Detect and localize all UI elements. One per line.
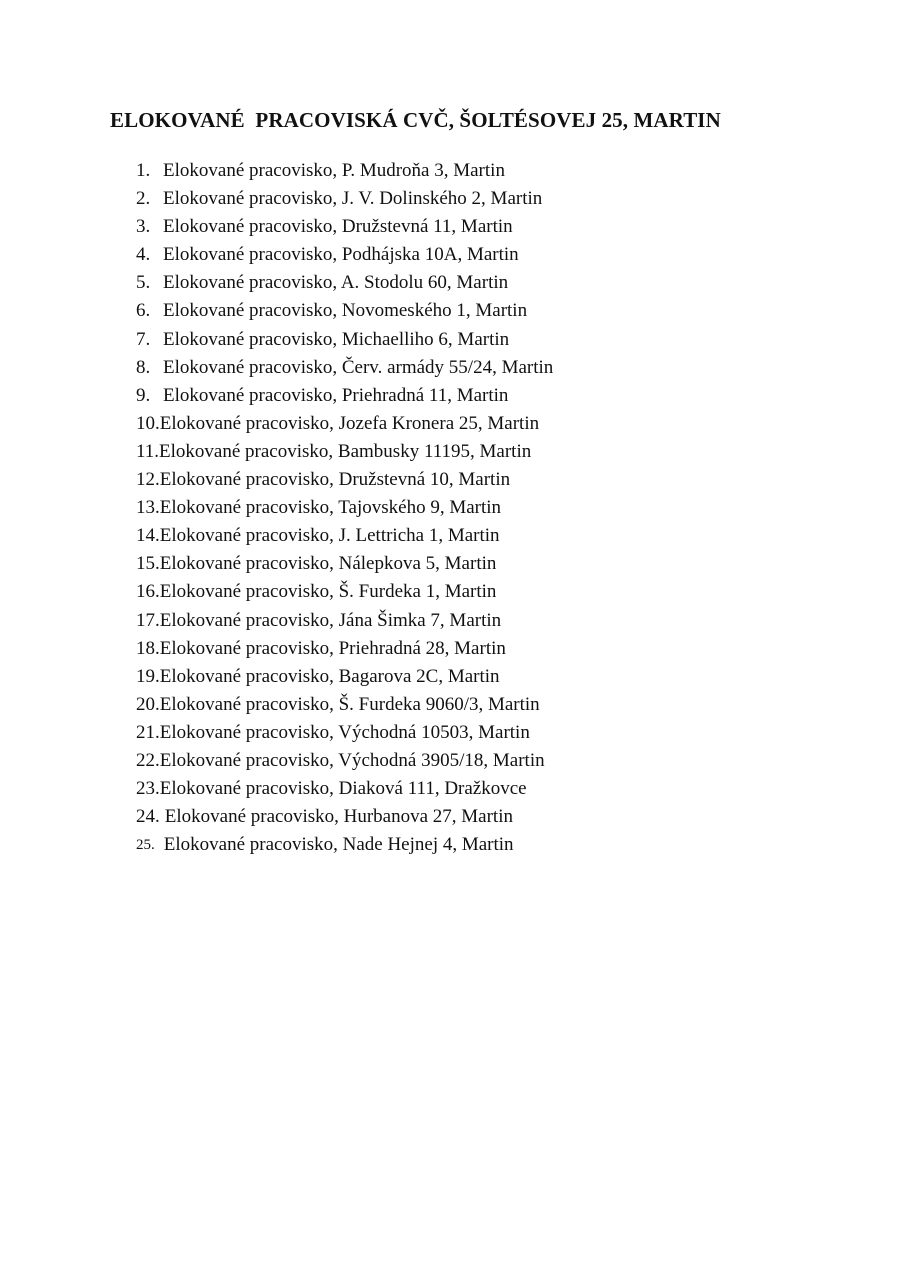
- item-text: Elokované pracovisko, P. Mudroňa 3, Martin: [163, 160, 505, 181]
- list-item: [136, 663, 553, 691]
- item-text: Elokované pracovisko, Š. Furdeka 9060/3, Martin: [159, 693, 540, 715]
- item-text: Elokované pracovisko, J. Lettricha 1, Martin: [159, 525, 500, 547]
- item-number: 15.: [136, 553, 160, 575]
- item-text: Elokované pracovisko, Bagarova 2C, Martin: [159, 665, 500, 687]
- workplace-list: [136, 157, 553, 859]
- list-item: [136, 803, 553, 831]
- list-item: [136, 213, 553, 241]
- item-number: 20.: [136, 693, 160, 715]
- item-number: 18.: [136, 637, 160, 659]
- list-item: [136, 410, 553, 438]
- item-text: Elokované pracovisko, Priehradná 11, Martin: [163, 384, 509, 406]
- item-text: Elokované pracovisko, Jozefa Kronera 25, Martin: [159, 412, 540, 434]
- list-item: [136, 241, 553, 269]
- item-number: 22.: [136, 749, 160, 771]
- item-text: Elokované pracovisko, Š. Furdeka 1, Martin: [159, 581, 497, 603]
- item-text: Elokované pracovisko, Jána Šimka 7, Martin: [159, 609, 502, 631]
- item-number: 16.: [136, 581, 160, 603]
- item-number: 6.: [136, 300, 151, 322]
- item-number: 9.: [136, 384, 151, 406]
- item-text: Elokované pracovisko, Družstevná 11, Martin: [163, 216, 513, 238]
- item-text: Elokované pracovisko, Červ. armády 55/24, Martin: [163, 356, 554, 378]
- list-item: [136, 494, 553, 522]
- item-number: 24.: [136, 806, 160, 828]
- list-item: [136, 354, 553, 382]
- list-item: [136, 466, 553, 494]
- item-number: 8.: [136, 356, 151, 378]
- list-item: [136, 157, 553, 185]
- page-title: ELOKOVANÉ PRACOVISKÁ CVČ, ŠOLTÉSOVEJ 25, MARTIN: [110, 108, 721, 132]
- item-number: 25.: [136, 837, 155, 854]
- item-text: Elokované pracovisko, Nálepkova 5, Martin: [159, 553, 497, 575]
- item-text: Elokované pracovisko, Východná 3905/18, Martin: [159, 749, 545, 771]
- item-number: 4.: [136, 244, 151, 266]
- item-text: Elokované pracovisko, Tajovského 9, Martin: [159, 497, 502, 519]
- item-number: 21.: [136, 721, 160, 743]
- item-number: 19.: [136, 665, 160, 687]
- item-text: Elokované pracovisko, Priehradná 28, Martin: [159, 637, 506, 659]
- item-number: 17.: [136, 609, 160, 631]
- list-item: [136, 775, 553, 803]
- list-item: [136, 326, 553, 354]
- list-item: [136, 747, 553, 775]
- item-number: 2.: [136, 188, 151, 210]
- item-number: 7.: [136, 328, 151, 350]
- item-number: 10.: [136, 412, 160, 434]
- list-item: [136, 297, 553, 325]
- list-item: [136, 522, 553, 550]
- list-item: [136, 185, 553, 213]
- item-number: 1.: [136, 160, 151, 181]
- list-item: [136, 269, 553, 297]
- list-item: [136, 438, 553, 466]
- item-text: Elokované pracovisko, Diaková 111, Dražkovce: [159, 778, 527, 800]
- item-text: Elokované pracovisko, Družstevná 10, Martin: [159, 469, 511, 491]
- item-text: Elokované pracovisko, J. V. Dolinského 2, Martin: [163, 188, 543, 210]
- list-item: [136, 691, 553, 719]
- item-number: 12.: [136, 469, 160, 491]
- list-item: [136, 831, 553, 859]
- item-text: Elokované pracovisko, Východná 10503, Martin: [159, 721, 530, 743]
- list-item: [136, 382, 553, 410]
- list-item: [136, 578, 553, 606]
- item-text: Elokované pracovisko, Bambusky 11195, Martin: [159, 440, 532, 462]
- item-text: Elokované pracovisko, A. Stodolu 60, Martin: [163, 272, 509, 294]
- list-item: [136, 635, 553, 663]
- list-item: [136, 550, 553, 578]
- item-number: 14.: [136, 525, 160, 547]
- list-item: [136, 607, 553, 635]
- item-text: Elokované pracovisko, Hurbanova 27, Martin: [164, 806, 513, 828]
- item-number: 13.: [136, 497, 160, 519]
- list-item: [136, 719, 553, 747]
- item-text: Elokované pracovisko, Michaelliho 6, Martin: [163, 328, 510, 350]
- item-number: 3.: [136, 216, 151, 238]
- item-number: 5.: [136, 272, 151, 294]
- item-text: Elokované pracovisko, Novomeského 1, Martin: [163, 300, 528, 322]
- item-number: 23.: [136, 778, 160, 800]
- item-text: Elokované pracovisko, Podhájska 10A, Martin: [163, 244, 519, 266]
- item-number: 11.: [136, 440, 160, 462]
- item-text: Elokované pracovisko, Nade Hejnej 4, Martin: [163, 834, 514, 856]
